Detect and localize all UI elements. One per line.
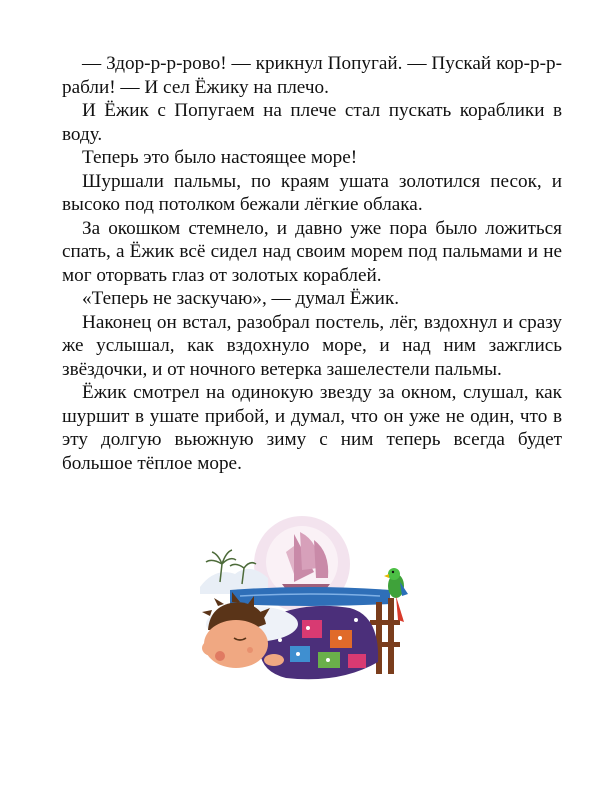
paragraph-6: «Теперь не заскучаю», — думал Ёжик. [82,288,400,309]
hedgehog-sleeping-illustration [190,512,430,692]
paragraph-1: — Здор-р-р-рово! — крикнул Попугай. — Пускай кор-р-р-рабли! — И сел Ёжику на плечо. [62,53,562,98]
paragraph-4: Шуршали пальмы, по краям ушата золотился песок, и высоко под потолком бежали лёгкие облака. [62,170,562,215]
paragraph-3: Теперь это было настоящее море! [82,147,358,168]
paragraph-2: И Ёжик с Попугаем на плече стал пускать кораблики в воду. [62,100,562,145]
story-text [62,52,562,475]
paragraph-8: Ёжик смотрел на одинокую звезду за окном, слушал, как шуршит в ушате прибой, и думал, что он уже не один, что в эту долгую вьюжную зиму с ним теперь всегда будет большое тёплое море. [62,382,562,474]
paragraph-5: За окошком стемнело, и давно уже пора было ложиться спать, а Ёжик всё сидел над своим морем под пальмами и не мог оторвать глаз от золотых кораблей. [62,217,562,286]
paragraph-7: Наконец он встал, разобрал постель, лёг, вздохнул и сразу же услышал, как вздохнуло море, и над ним зажглись звёздочки, и от ночного ветерка зашелестели пальмы. [62,311,562,380]
hedgehog-hand [264,654,284,666]
